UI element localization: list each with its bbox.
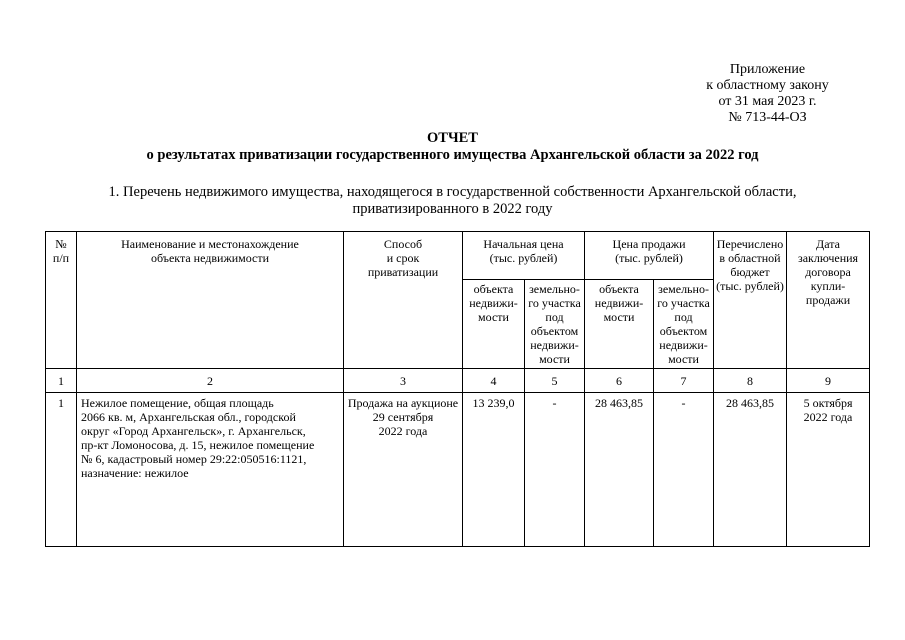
section-heading <box>0 184 905 218</box>
cell-transferred: 28 463,85 <box>714 393 787 547</box>
section-heading-line: 1. Перечень недвижимого имущества, находящегося в государственной собственности Архангельской области, <box>108 184 797 200</box>
column-number: 2 <box>77 369 344 393</box>
cell-date-line: 5 октября <box>803 396 853 410</box>
column-number-row <box>46 369 870 393</box>
header-contract-date-line: продажи <box>805 293 851 307</box>
header-initial-price <box>463 232 585 280</box>
column-number: 9 <box>787 369 870 393</box>
header-name-line: Наименование и местонахождение <box>121 237 299 251</box>
header-method-line: Способ <box>383 237 423 251</box>
header-transferred-line: бюджет <box>730 265 770 279</box>
report-title-sub: о результатах приватизации государственного имущества Архангельской области за 2022 год <box>146 147 759 163</box>
column-number: 6 <box>585 369 654 393</box>
subheader-line: недвижи- <box>594 296 644 310</box>
header-transferred-line: Перечислено <box>716 237 784 251</box>
report-title <box>0 130 905 164</box>
cell-name-line: округ «Город Архангельск», г. Архангельск, <box>81 424 306 438</box>
cell-sale-object: 28 463,85 <box>585 393 654 547</box>
subheader-initial-land <box>525 280 585 369</box>
appendix-line: от 31 мая 2023 г. <box>718 94 817 109</box>
report-title-main: ОТЧЕТ <box>427 130 478 146</box>
section-heading-line: приватизированного в 2022 году <box>352 201 553 217</box>
column-number: 5 <box>525 369 585 393</box>
header-name <box>77 232 344 369</box>
column-number: 7 <box>654 369 714 393</box>
cell-method-line: 2022 года <box>378 424 428 438</box>
cell-name-line: назначение: нежилое <box>81 466 189 480</box>
appendix-line: к областному закону <box>706 78 829 93</box>
subheader-line: го участка <box>528 296 581 310</box>
cell-initial-land: - <box>525 393 585 547</box>
subheader-line: го участка <box>657 296 710 310</box>
cell-method <box>344 393 463 547</box>
header-sale-price-line: Цена продажи <box>612 237 686 251</box>
header-sale-price-line: (тыс. рублей) <box>615 251 683 265</box>
subheader-line: мости <box>539 352 570 366</box>
column-number: 8 <box>714 369 787 393</box>
header-contract-date-line: Дата <box>816 237 840 251</box>
cell-method-line: Продажа на аукционе <box>347 396 459 410</box>
header-contract-date <box>787 232 870 369</box>
cell-contract-date <box>787 393 870 547</box>
subheader-line: недвижи- <box>530 338 579 352</box>
cell-method-line: 29 сентября <box>372 410 434 424</box>
header-initial-price-line: Начальная цена <box>483 237 564 251</box>
cell-date-line: 2022 года <box>803 410 853 424</box>
cell-name-line: 2066 кв. м, Архангельская обл., городской <box>81 410 296 424</box>
subheader-line: объектом <box>530 324 579 338</box>
header-method <box>344 232 463 369</box>
header-num <box>46 232 77 369</box>
appendix-line: № 713-44-ОЗ <box>728 110 807 125</box>
subheader-line: объекта <box>473 282 514 296</box>
header-name-line: объекта недвижимости <box>150 251 270 265</box>
header-row <box>46 232 870 280</box>
subheader-line: недвижи- <box>659 338 708 352</box>
subheader-line: объектом <box>659 324 708 338</box>
cell-sale-land: - <box>654 393 714 547</box>
header-initial-price-line: (тыс. рублей) <box>489 251 558 265</box>
header-num-line: № <box>55 237 67 251</box>
cell-name-line: Нежилое помещение, общая площадь <box>81 396 274 410</box>
cell-name-line: пр-кт Ломоносова, д. 15, нежилое помещение <box>81 438 315 452</box>
subheader-line: мости <box>478 310 509 324</box>
cell-name <box>77 393 344 547</box>
subheader-line: объекта <box>599 282 639 296</box>
subheader-line: земельно- <box>529 282 580 296</box>
subheader-initial-object <box>463 280 525 369</box>
subheader-line: мости <box>668 352 699 366</box>
header-transferred <box>714 232 787 369</box>
appendix-line: Приложение <box>729 62 806 77</box>
cell-name-line: № 6, кадастровый номер 29:22:050516:1121, <box>81 452 307 466</box>
header-contract-date-line: купли- <box>810 279 846 293</box>
cell-initial-object: 13 239,0 <box>463 393 525 547</box>
subheader-line: под <box>674 310 693 324</box>
column-number: 4 <box>463 369 525 393</box>
subheader-sale-land <box>654 280 714 369</box>
header-sale-price <box>585 232 714 280</box>
subheader-line: мости <box>603 310 635 324</box>
appendix-block <box>640 62 895 126</box>
header-method-line: и срок <box>386 251 420 265</box>
header-contract-date-line: договора <box>805 265 851 279</box>
subheader-line: под <box>545 310 564 324</box>
cell-num: 1 <box>46 393 77 547</box>
column-number: 1 <box>46 369 77 393</box>
subheader-line: земельно- <box>658 282 709 296</box>
header-method-line: приватизации <box>367 265 439 279</box>
table-row <box>46 393 870 547</box>
privatization-table <box>45 231 870 547</box>
header-num-line: п/п <box>52 251 70 265</box>
subheader-sale-object <box>585 280 654 369</box>
header-contract-date-line: заключения <box>797 251 859 265</box>
header-transferred-line: в областной <box>719 251 781 265</box>
column-number: 3 <box>344 369 463 393</box>
header-transferred-line: (тыс. рублей) <box>716 279 784 293</box>
subheader-line: недвижи- <box>469 296 518 310</box>
